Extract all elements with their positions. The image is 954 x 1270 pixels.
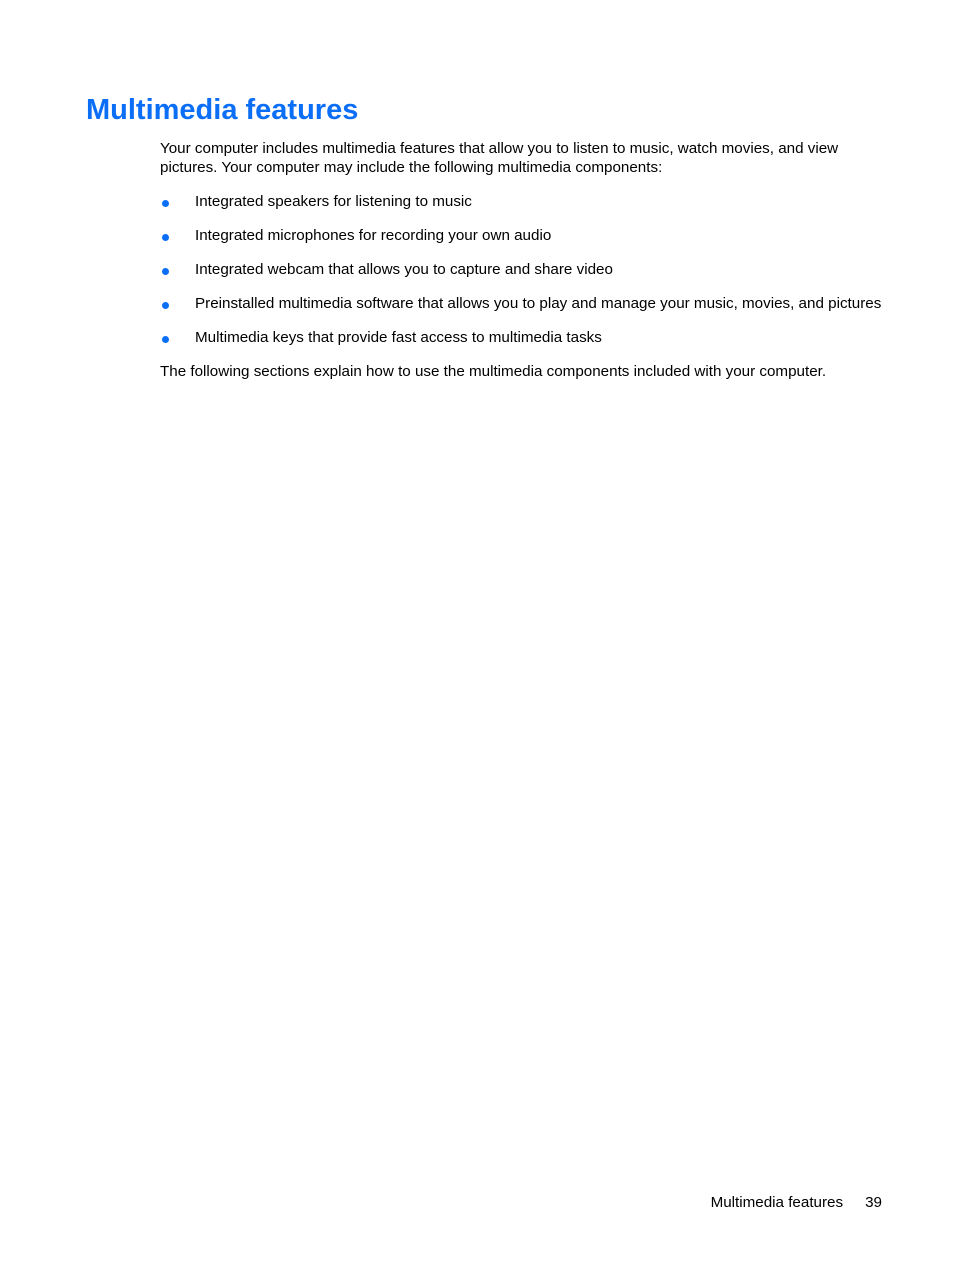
- page-number: 39: [865, 1194, 882, 1211]
- list-item: [160, 294, 885, 313]
- list-item-text: Preinstalled multimedia software that allows you to play and manage your music, movies, and pictures: [195, 295, 882, 312]
- list-item: [160, 226, 885, 245]
- outro-paragraph: The following sections explain how to use the multimedia components included with your computer.: [160, 363, 827, 380]
- list-item: [160, 260, 885, 279]
- list-item: [160, 192, 885, 211]
- footer-section-title: Multimedia features: [710, 1194, 844, 1211]
- intro-paragraph: Your computer includes multimedia features that allow you to listen to music, watch movies, and view pictures. Your computer may include the following multimedia components:: [160, 140, 839, 176]
- bullet-icon: [162, 234, 169, 241]
- bullet-icon: [162, 268, 169, 275]
- list-item-text: Integrated webcam that allows you to capture and share video: [195, 261, 613, 278]
- list-item-text: Multimedia keys that provide fast access to multimedia tasks: [195, 329, 602, 346]
- page-title: Multimedia features: [86, 94, 359, 126]
- list-item: [160, 328, 885, 347]
- bullet-icon: [162, 302, 169, 309]
- page-footer: [711, 1193, 882, 1212]
- main-content: [160, 139, 885, 381]
- list-item-text: Integrated speakers for listening to music: [195, 193, 472, 210]
- bullet-icon: [162, 200, 169, 207]
- list-item-text: Integrated microphones for recording your own audio: [195, 227, 552, 244]
- component-list: [160, 192, 885, 347]
- bullet-icon: [162, 336, 169, 343]
